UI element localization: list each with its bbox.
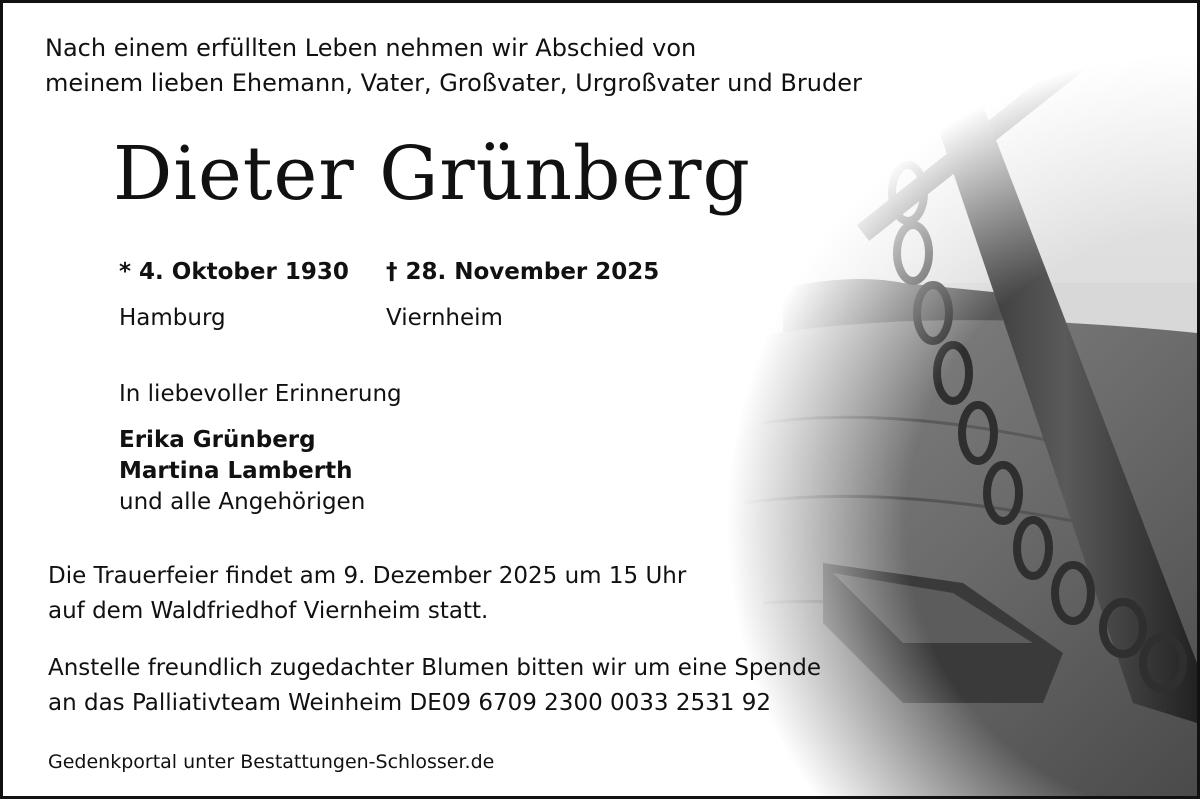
donation-line-1: Anstelle freundlich zugedachter Blumen bitten wir um eine Spende bbox=[48, 655, 821, 681]
deceased-name: Dieter Grünberg bbox=[113, 131, 751, 217]
mourners-list bbox=[119, 425, 365, 518]
donation-line-2: an das Palliativteam Weinheim DE09 6709 2300 0033 2531 92 bbox=[48, 690, 771, 716]
death-place: Viernheim bbox=[386, 305, 503, 331]
mourner-others: und alle Angehörigen bbox=[119, 489, 366, 515]
mourner-name: Martina Lamberth bbox=[119, 458, 353, 484]
mourner-name: Erika Grünberg bbox=[119, 427, 316, 453]
memorial-portal-link: Gedenkportal unter Bestattungen-Schlosser.de bbox=[48, 751, 495, 773]
intro-line-1: Nach einem erfüllten Leben nehmen wir Abschied von bbox=[45, 34, 697, 62]
death-date: † 28. November 2025 bbox=[386, 259, 660, 285]
birth-place: Hamburg bbox=[119, 305, 226, 331]
intro-text bbox=[45, 31, 862, 101]
memory-heading: In liebevoller Erinnerung bbox=[119, 381, 402, 407]
funeral-line-2: auf dem Waldfriedhof Viernheim statt. bbox=[48, 598, 489, 624]
funeral-info bbox=[48, 559, 686, 629]
funeral-line-1: Die Trauerfeier findet am 9. Dezember 2025 um 15 Uhr bbox=[48, 563, 687, 589]
donation-info bbox=[48, 651, 821, 721]
intro-line-2: meinem lieben Ehemann, Vater, Großvater, Urgroßvater und Bruder bbox=[45, 69, 862, 97]
birth-date: * 4. Oktober 1930 bbox=[119, 259, 349, 285]
